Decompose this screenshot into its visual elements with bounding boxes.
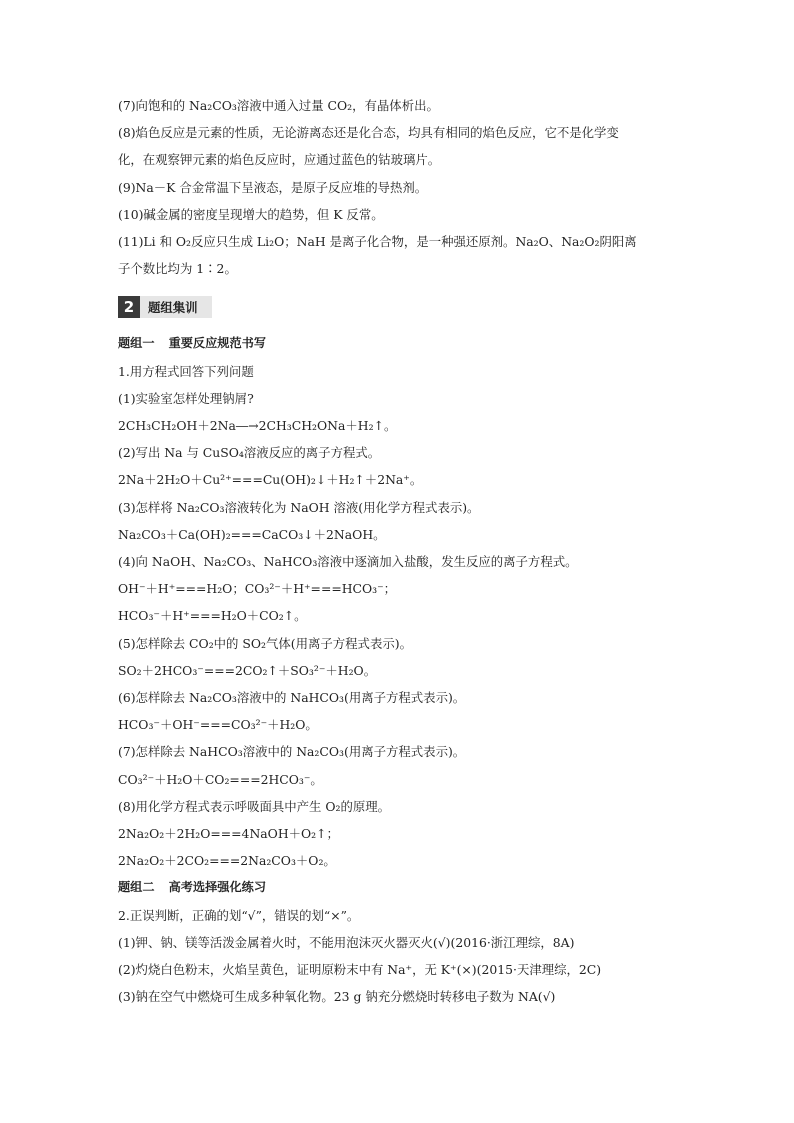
group-label: 题组二 xyxy=(118,880,155,895)
group-title: 重要反应规范书写 xyxy=(168,336,267,351)
equation-line: 2Na₂O₂＋2CO₂===2Na₂CO₃＋O₂。 xyxy=(118,853,336,869)
intro-block xyxy=(118,92,688,282)
group-heading xyxy=(118,330,688,357)
question-line: (3)怎样将 Na₂CO₃溶液转化为 NaOH 溶液(用化学方程式表示)。 xyxy=(118,499,480,515)
question-line: (1)实验室怎样处理钠屑? xyxy=(118,390,254,406)
section-header xyxy=(118,296,688,318)
intro-line: (8)焰色反应是元素的性质，无论游离态还是化合态，均具有相同的焰色反应，它不是化学变 xyxy=(118,125,619,141)
question-line: (7)怎样除去 NaHCO₃溶液中的 Na₂CO₃(用离子方程式表示)。 xyxy=(118,744,466,760)
question-line: 2.正误判断，正确的划“√”，错误的划“×”。 xyxy=(118,907,360,923)
intro-line: (10)碱金属的密度呈现增大的趋势，但 K 反常。 xyxy=(118,206,384,222)
equation-line: 2CH₃CH₂OH＋2Na―→2CH₃CH₂ONa＋H₂↑。 xyxy=(118,418,397,434)
group-label: 题组一 xyxy=(118,336,155,351)
group-title: 高考选择强化练习 xyxy=(168,880,267,895)
question-line: 1.用方程式回答下列问题 xyxy=(118,363,254,379)
group-one-lines xyxy=(118,358,688,875)
question-line: (6)怎样除去 Na₂CO₃溶液中的 NaHCO₃(用离子方程式表示)。 xyxy=(118,690,466,706)
question-line: (8)用化学方程式表示呼吸面具中产生 O₂的原理。 xyxy=(118,798,391,814)
equation-line: OH⁻＋H⁺===H₂O；CO₃²⁻＋H⁺===HCO₃⁻； xyxy=(118,581,397,597)
judgement-line: (1)钾、钠、镁等活泼金属着火时，不能用泡沫灭火器灭火(√)(2016·浙江理综，8A) xyxy=(118,934,575,950)
question-line: (5)怎样除去 CO₂中的 SO₂气体(用离子方程式表示)。 xyxy=(118,635,412,651)
section-title: 题组集训 xyxy=(140,296,212,318)
equation-line: 2Na₂O₂＋2H₂O===4NaOH＋O₂↑； xyxy=(118,826,339,842)
judgement-line: (2)灼烧白色粉末，火焰呈黄色，证明原粉末中有 Na⁺，无 K⁺(×)(2015·天津理综，2C) xyxy=(118,962,602,978)
judgement-line: (3)钠在空气中燃烧可生成多种氧化物。23 g 钠充分燃烧时转移电子数为 NA(√) xyxy=(118,989,556,1005)
group-two-lines xyxy=(118,902,688,1011)
question-line: (4)向 NaOH、Na₂CO₃、NaHCO₃溶液中逐滴加入盐酸，发生反应的离子方程式。 xyxy=(118,554,578,570)
section-number-badge: 2 xyxy=(118,296,140,318)
group-heading xyxy=(118,874,688,901)
intro-line: (9)Na－K 合金常温下呈液态，是原子反应堆的导热剂。 xyxy=(118,179,428,195)
equation-line: 2Na＋2H₂O＋Cu²⁺===Cu(OH)₂↓＋H₂↑＋2Na⁺。 xyxy=(118,472,423,488)
equation-line: HCO₃⁻＋H⁺===H₂O＋CO₂↑。 xyxy=(118,608,307,624)
intro-line: (11)Li 和 O₂反应只生成 Li₂O；NaH 是离子化合物，是一种强还原剂。Na₂O、Na₂O₂阴阳离 xyxy=(118,234,637,250)
intro-line: 子个数比均为 1∶2。 xyxy=(118,261,237,277)
equation-line: Na₂CO₃＋Ca(OH)₂===CaCO₃↓＋2NaOH。 xyxy=(118,526,386,542)
intro-line: (7)向饱和的 Na₂CO₃溶液中通入过量 CO₂，有晶体析出。 xyxy=(118,98,439,113)
equation-line: CO₃²⁻＋H₂O＋CO₂===2HCO₃⁻。 xyxy=(118,771,323,787)
page-content xyxy=(118,92,688,1011)
equation-line: SO₂＋2HCO₃⁻===2CO₂↑＋SO₃²⁻＋H₂O。 xyxy=(118,662,377,678)
intro-line: 化，在观察钾元素的焰色反应时，应通过蓝色的钴玻璃片。 xyxy=(118,152,441,168)
question-line: (2)写出 Na 与 CuSO₄溶液反应的离子方程式。 xyxy=(118,445,381,461)
equation-line: HCO₃⁻＋OH⁻===CO₃²⁻＋H₂O。 xyxy=(118,717,318,733)
